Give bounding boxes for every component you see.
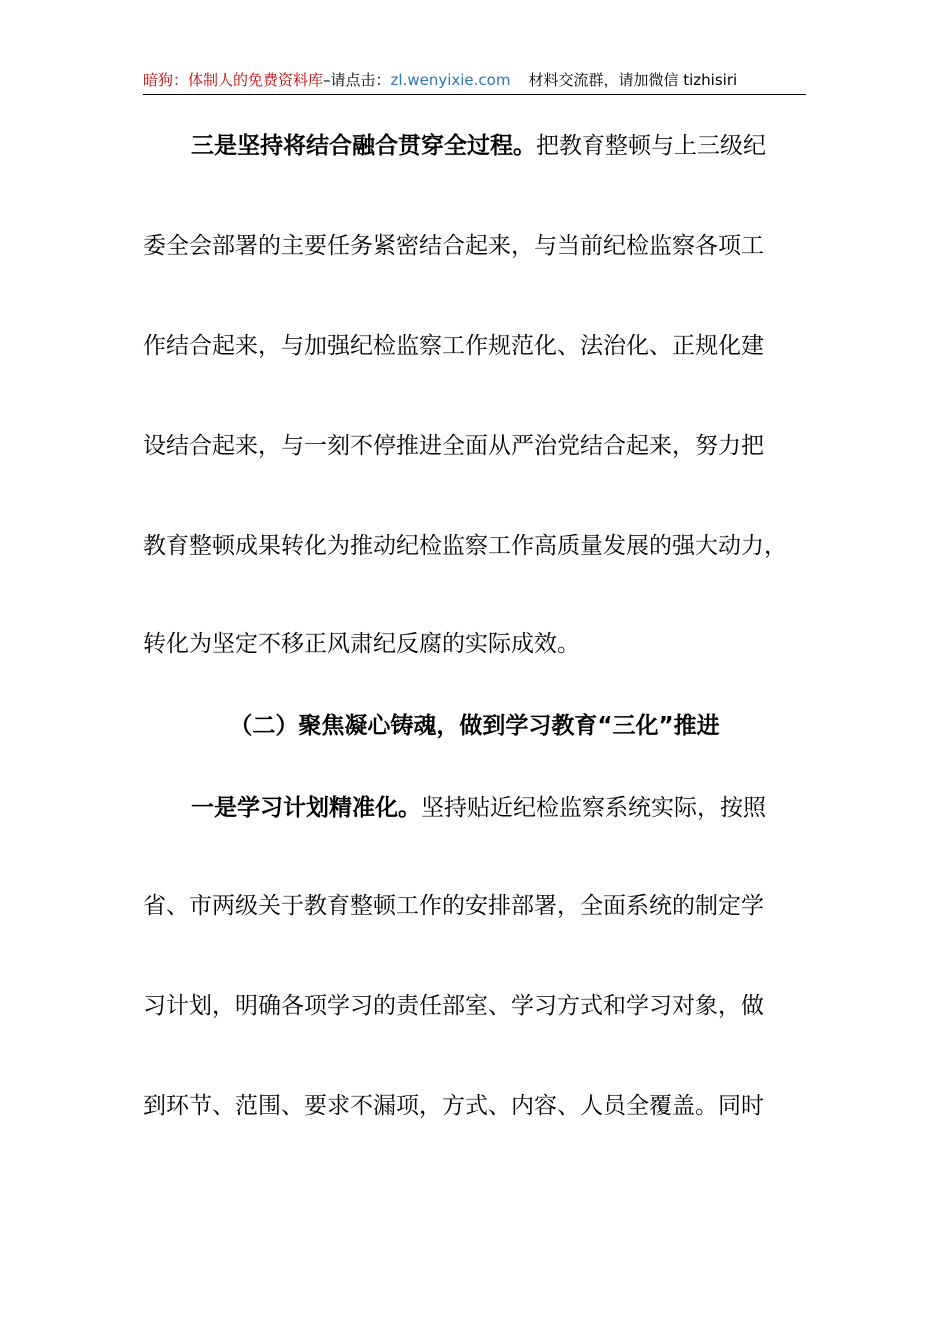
paragraph2-line1 xyxy=(143,792,854,824)
paragraph1-line3: 作结合起来，与加强纪检监察工作规范化、法治化、正规化建 xyxy=(143,333,764,359)
header-brand: 暗狗：体制人的免费资料库 xyxy=(143,71,324,89)
paragraph2-line2: 省、市两级关于教育整顿工作的安排部署，全面系统的制定学 xyxy=(143,893,764,919)
header-wechat-note: 材料交流群，请加微信 tizhisiri xyxy=(528,71,738,89)
header-link[interactable]: zl.wenyixie.com xyxy=(390,71,511,89)
page-header xyxy=(143,68,806,95)
paragraph1-line1 xyxy=(143,130,854,162)
paragraph1-lead: 三是坚持将结合融合贯穿全过程。 xyxy=(191,133,536,159)
section-title: （二）聚焦凝心铸魂，做到学习教育“三化”推进 xyxy=(229,713,720,739)
paragraph2-line1-rest: 坚持贴近纪检监察系统实际，按照 xyxy=(421,795,766,821)
paragraph1-line4: 设结合起来，与一刻不停推进全面从严治党结合起来，努力把 xyxy=(143,433,764,459)
paragraph2-line3: 习计划，明确各项学习的责任部室、学习方式和学习对象，做 xyxy=(143,993,764,1019)
paragraph1-line2: 委全会部署的主要任务紧密结合起来，与当前纪检监察各项工 xyxy=(143,233,764,259)
paragraph1-line1-rest: 把教育整顿与上三级纪 xyxy=(536,133,766,159)
paragraph1-line6: 转化为坚定不移正风肃纪反腐的实际成效。 xyxy=(143,631,580,657)
paragraph2-lead: 一是学习计划精准化。 xyxy=(191,795,421,821)
paragraph2-line4: 到环节、范围、要求不漏项，方式、内容、人员全覆盖。同时 xyxy=(143,1093,764,1119)
header-prompt: –请点击： xyxy=(323,71,391,89)
paragraph1-line5: 教育整顿成果转化为推动纪检监察工作高质量发展的强大动力， xyxy=(143,533,787,559)
